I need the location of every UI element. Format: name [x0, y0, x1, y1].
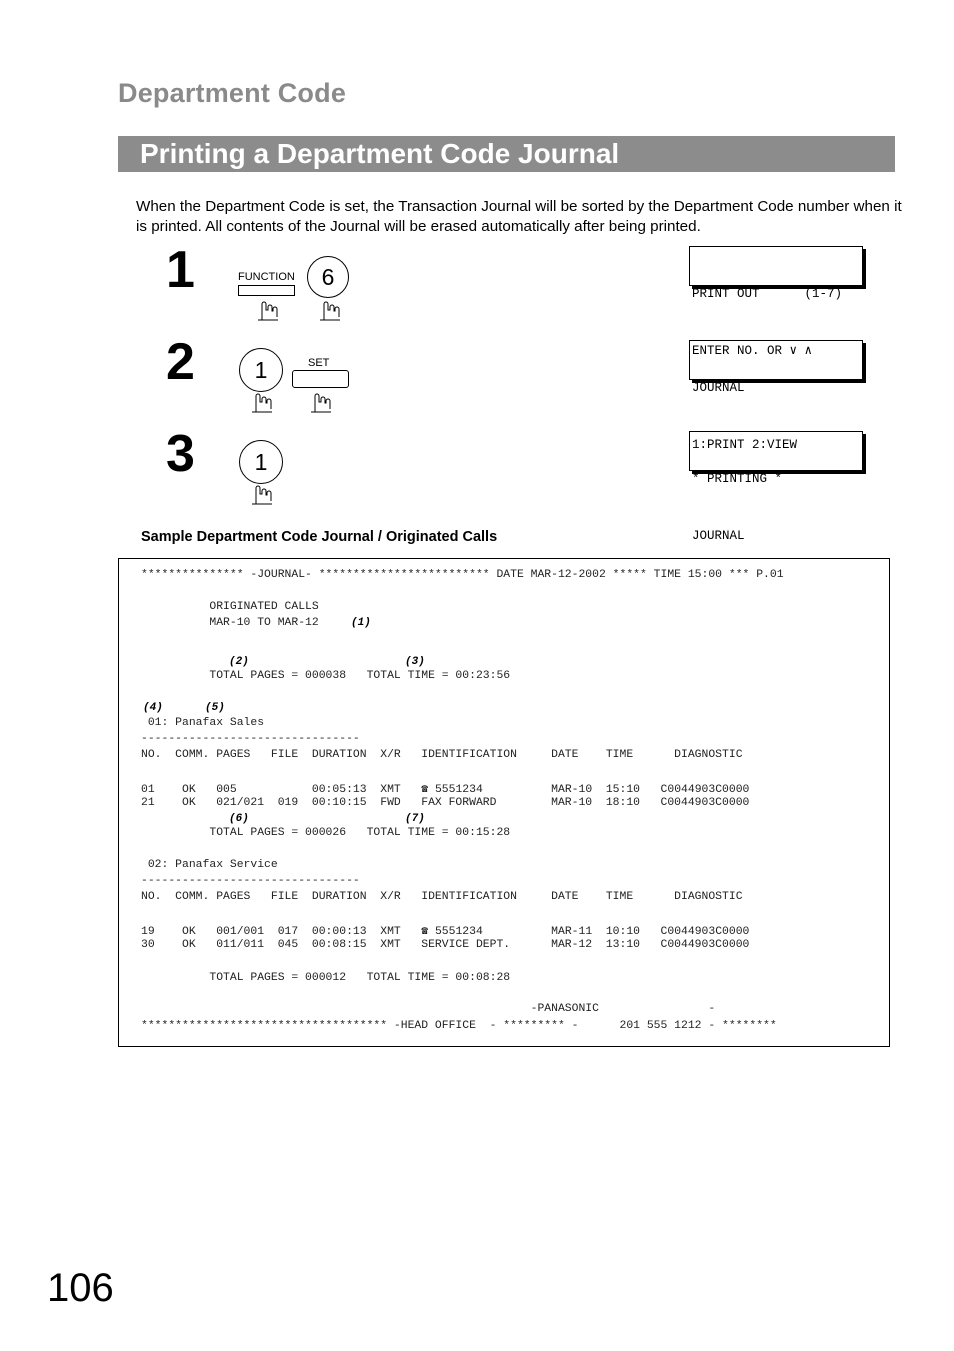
hand-pointer-icon: [253, 296, 281, 322]
hand-pointer-icon: [247, 388, 275, 414]
banner-title: Printing a Department Code Journal: [140, 138, 620, 169]
columns-header: NO. COMM. PAGES FILE DURATION X/R IDENTIFICATION DATE TIME DIAGNOSTIC: [141, 891, 743, 903]
separator: --------------------------------: [141, 733, 360, 745]
hand-pointer-icon: [306, 388, 334, 414]
step-3-number: 3: [166, 425, 195, 483]
lcd-line: JOURNAL: [692, 381, 745, 395]
step-2-number: 2: [166, 333, 195, 391]
key-1[interactable]: 1: [239, 348, 283, 392]
dept-2-name: 02: Panafax Service: [141, 859, 278, 871]
intro-paragraph: When the Department Code is set, the Transaction Journal will be sorted by the Department Code number when it is printed. All contents of the Journal will be erased automatically after being printed.: [136, 198, 902, 235]
footer-line-2: ************************************ -HEAD OFFICE - ********* - 201 555 1212 - ********: [141, 1020, 777, 1032]
marker-3: (3): [405, 656, 425, 668]
step-3-keys: [236, 438, 296, 508]
section-title: Department Code: [118, 78, 347, 108]
hand-pointer-icon: [247, 480, 275, 506]
function-key-label: FUNCTION: [238, 271, 295, 283]
footer-line-1: -PANASONIC -: [141, 1003, 716, 1015]
step-1-keys: [236, 254, 356, 324]
separator: --------------------------------: [141, 875, 360, 887]
journal-range: MAR-10 TO MAR-12: [141, 617, 319, 629]
page-number: 106: [47, 1266, 114, 1310]
marker-6: (6): [229, 813, 249, 825]
table-row: 21 OK 021/021 019 00:10:15 FWD FAX FORWARD MAR-10 18:10 C0044903C0000: [141, 797, 750, 809]
set-key[interactable]: [292, 370, 349, 388]
marker-2: (2): [229, 656, 249, 668]
key-6[interactable]: 6: [307, 256, 349, 298]
function-key[interactable]: [238, 285, 295, 296]
lcd-line: JOURNAL: [692, 529, 745, 543]
marker-7: (7): [405, 813, 425, 825]
journal-sample: [118, 558, 890, 1047]
lcd-line: * PRINTING *: [692, 472, 783, 486]
title-banner: [118, 136, 895, 172]
table-row: 30 OK 011/011 045 00:08:15 XMT SERVICE DEPT. MAR-12 13:10 C0044903C0000: [141, 939, 750, 951]
marker-1: (1): [351, 617, 371, 629]
lcd-display-step-2: [689, 340, 863, 452]
step-1-number: 1: [166, 241, 195, 299]
lcd-line: PRINT OUT (1-7): [692, 287, 843, 301]
table-row: 01 OK 005 00:05:13 XMT ☎ 5551234 MAR-10 15:10 C0044903C0000: [141, 784, 750, 796]
columns-header: NO. COMM. PAGES FILE DURATION X/R IDENTIFICATION DATE TIME DIAGNOSTIC: [141, 749, 743, 761]
journal-header-line: *************** -JOURNAL- ************************* DATE MAR-12-2002 ***** TIME 15:00 *** P.01: [141, 569, 784, 581]
dept-1-total: TOTAL PAGES = 000026 TOTAL TIME = 00:15:28: [141, 827, 511, 839]
lcd-line: 1:PRINT 2:VIEW: [692, 438, 798, 452]
lcd-display-step-1: [689, 246, 863, 358]
dept-1-name: 01: Panafax Sales: [141, 717, 265, 729]
journal-originated: ORIGINATED CALLS: [141, 601, 319, 613]
journal-total-line: TOTAL PAGES = 000038 TOTAL TIME = 00:23:56: [141, 670, 511, 682]
sample-title: Sample Department Code Journal / Originated Calls: [141, 529, 498, 545]
step-2-keys: [236, 346, 356, 416]
lcd-display-step-3: [689, 431, 863, 543]
lcd-line: ENTER NO. OR ∨ ∧: [692, 344, 813, 358]
hand-pointer-icon: [315, 296, 343, 322]
table-row: 19 OK 001/001 017 00:00:13 XMT ☎ 5551234 MAR-11 10:10 C0044903C0000: [141, 926, 750, 938]
marker-5: (5): [205, 702, 225, 714]
dept-2-total: TOTAL PAGES = 000012 TOTAL TIME = 00:08:28: [141, 972, 511, 984]
marker-4: (4): [143, 702, 163, 714]
set-key-label: SET: [308, 357, 330, 369]
key-1[interactable]: 1: [239, 440, 283, 484]
